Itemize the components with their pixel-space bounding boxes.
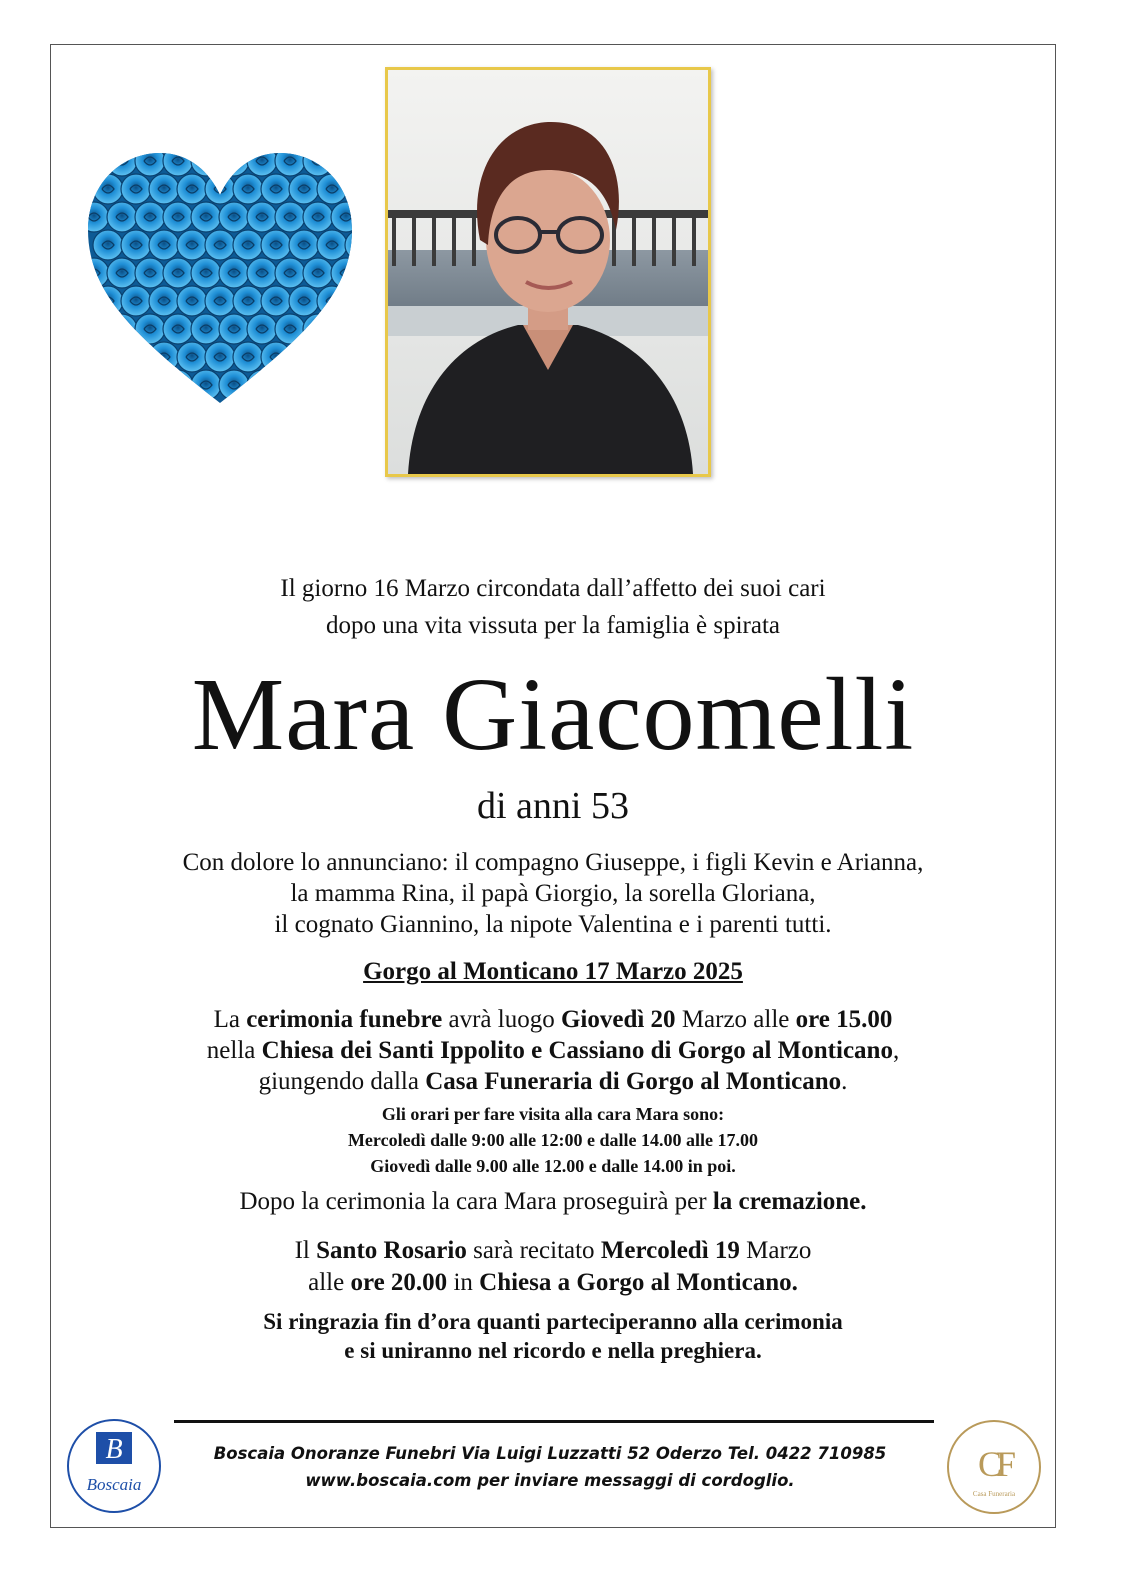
rose-icon [317, 286, 347, 316]
visiting-line: Gli orari per fare visita alla cara Mara sono: [381, 1104, 725, 1124]
rose-icon [219, 370, 249, 400]
rose-icon [247, 370, 277, 400]
rose-petal-swirl [354, 353, 360, 361]
rosary-place: Chiesa a Gorgo al Monticano. [479, 1269, 798, 1296]
rose-icon [191, 146, 221, 176]
rose-icon [205, 286, 235, 316]
rose-icon [191, 370, 221, 400]
place-date-line: Gorgo al Monticano 17 Marzo 2025 [363, 958, 743, 985]
rose-icon [163, 258, 193, 288]
rose-icon [149, 230, 179, 260]
footer-contact [170, 1440, 930, 1494]
rose-icon [93, 230, 123, 260]
thanks-note [50, 1307, 1056, 1365]
boscaia-wordmark: Boscaia [86, 1475, 142, 1494]
rose-icon [93, 286, 123, 316]
footer-website: www.boscaia.com per inviare messaggi di cordoglio. [305, 1471, 795, 1490]
rose-icon [331, 146, 360, 176]
rose-icon [121, 174, 151, 204]
rose-icon [303, 146, 333, 176]
intro-line: dopo una vita vissuta per la famiglia è spirata [325, 612, 781, 639]
deceased-name: Mara Giacomelli [191, 657, 915, 772]
rose-petal-swirl [88, 381, 100, 389]
rose-petal-swirl [116, 381, 128, 389]
rose-icon [275, 314, 305, 344]
rose-icon [303, 370, 333, 400]
rose-petal-swirl [312, 157, 324, 165]
rose-icon [163, 202, 193, 232]
rose-petal-swirl [312, 325, 324, 333]
rose-petal-swirl [88, 157, 100, 165]
rose-icon [205, 174, 235, 204]
rose-petal-swirl [298, 353, 310, 361]
rose-icon [247, 202, 277, 232]
rose-icon [275, 146, 305, 176]
blue-rose-heart-image [80, 145, 360, 410]
rose-icon [121, 342, 151, 372]
rose-icon [191, 202, 221, 232]
cf-monogram: CF [977, 1444, 1011, 1484]
ceremony-church: Chiesa dei Santi Ippolito e Cassiano di Gorgo al Monticano [261, 1037, 893, 1064]
rose-icon [107, 146, 137, 176]
text: . [841, 1068, 848, 1095]
boscaia-logo [66, 1418, 162, 1514]
rose-icon [261, 286, 291, 316]
ceremony-line [50, 1066, 1056, 1097]
rose-icon [331, 258, 360, 288]
pier-post [412, 216, 416, 266]
rose-icon [163, 314, 193, 344]
pier-post [632, 216, 636, 266]
rose-icon [219, 314, 249, 344]
rose-icon [149, 342, 179, 372]
rose-icon [247, 258, 277, 288]
rose-icon [163, 370, 193, 400]
rose-icon [345, 342, 360, 372]
rose-icon [345, 286, 360, 316]
rose-icon [177, 230, 207, 260]
text: giungendo dalla [258, 1068, 426, 1095]
rose-icon [261, 174, 291, 204]
rose-icon [331, 202, 360, 232]
rose-icon [107, 202, 137, 232]
text: Dopo la cerimonia la cara Mara proseguirà per [239, 1188, 713, 1215]
thanks-line: Si ringrazia fin d’ora quanti parteciperanno alla cerimonia [263, 1309, 843, 1334]
announcement-line: la mamma Rina, il papà Giorgio, la sorella Gloriana, [290, 880, 816, 907]
rose-icon [233, 174, 263, 204]
rose-icon [135, 146, 165, 176]
pier-post [672, 216, 676, 266]
ceremony-line [50, 1004, 1056, 1035]
text: Marzo alle [675, 1006, 796, 1033]
text: sarà recitato [466, 1237, 601, 1264]
intro-line: Il giorno 16 Marzo circondata dall’affetto dei suoi cari [280, 575, 826, 602]
rose-icon [317, 342, 347, 372]
rose-petal-swirl [228, 157, 240, 165]
rose-icon [275, 370, 305, 400]
rose-icon [121, 230, 151, 260]
rose-icon [177, 342, 207, 372]
rose-icon [261, 230, 291, 260]
rose-icon [233, 230, 263, 260]
rose-icon [317, 174, 347, 204]
rose-icon [219, 202, 249, 232]
rose-icon [289, 342, 319, 372]
rose-petal-swirl [354, 241, 360, 249]
rose-icon [289, 174, 319, 204]
rosary-line [50, 1267, 1056, 1299]
rose-icon [121, 286, 151, 316]
rose-icon [233, 286, 263, 316]
announcement-line: Con dolore lo annunciano: il compagno Giuseppe, i figli Kevin e Arianna, [182, 849, 924, 876]
rose-icon [80, 146, 109, 176]
rose-petal-swirl [256, 381, 268, 389]
rose-petal-swirl [354, 185, 360, 193]
rose-icon [317, 230, 347, 260]
rose-icon [247, 146, 277, 176]
text: La [213, 1006, 247, 1033]
pier-post [452, 216, 456, 266]
pier-post [652, 216, 656, 266]
rose-petal-swirl [130, 353, 142, 361]
text: Il [294, 1237, 317, 1264]
text: in [447, 1269, 480, 1296]
rose-icon [93, 342, 123, 372]
cremation-note [50, 1186, 1056, 1218]
pier-post [472, 216, 476, 266]
deceased-age: di anni 53 [477, 785, 629, 827]
visiting-hours [50, 1101, 1056, 1179]
rose-icon [163, 146, 193, 176]
rose-icon [191, 314, 221, 344]
rosary-line [50, 1235, 1056, 1267]
rose-icon [191, 258, 221, 288]
rose-icon [219, 258, 249, 288]
rose-icon [331, 314, 360, 344]
rose-petal-swirl [144, 381, 156, 389]
rose-petal-swirl [200, 157, 212, 165]
rose-icon [107, 258, 137, 288]
rosary-day: Mercoledì 19 [600, 1237, 740, 1264]
text: avrà luogo [442, 1006, 561, 1033]
ceremony-label: cerimonia funebre [246, 1006, 443, 1033]
visiting-line: Mercoledì dalle 9:00 alle 12:00 e dalle 14.00 alle 17.00 [347, 1130, 759, 1150]
rose-icon [289, 286, 319, 316]
pier-post [432, 216, 436, 266]
rose-icon [80, 202, 109, 232]
rose-icon [135, 314, 165, 344]
rose-icon [303, 258, 333, 288]
boscaia-monogram: B [105, 1434, 123, 1465]
announcement [50, 847, 1056, 940]
rosary-time: ore 20.00 [350, 1269, 448, 1296]
funeral-home: Casa Funeraria di Gorgo al Monticano [425, 1068, 842, 1095]
rosary-label: Santo Rosario [316, 1237, 467, 1264]
rose-petal-swirl [340, 157, 352, 165]
rose-icon [219, 146, 249, 176]
rose-icon [107, 314, 137, 344]
cf-caption: Casa Funeraria [972, 1490, 1016, 1498]
ceremony-day: Giovedì 20 [560, 1006, 676, 1033]
thanks-line: e si uniranno nel ricordo e nella preghiera. [344, 1338, 762, 1363]
rose-petal-swirl [284, 381, 296, 389]
rose-icon [247, 314, 277, 344]
rose-petal-swirl [340, 325, 352, 333]
text: nella [206, 1037, 262, 1064]
portrait-photo [385, 67, 711, 477]
rose-icon [80, 370, 109, 400]
rose-icon [177, 174, 207, 204]
intro-text [50, 570, 1056, 644]
rose-icon [289, 230, 319, 260]
rose-petal-swirl [102, 353, 114, 361]
portrait-illustration [388, 70, 708, 474]
rose-icon [80, 258, 109, 288]
rose-icon [135, 258, 165, 288]
rose-icon [135, 202, 165, 232]
rose-icon [303, 202, 333, 232]
rose-petal-swirl [326, 353, 338, 361]
text: , [892, 1037, 900, 1064]
ceremony-info [50, 1004, 1056, 1097]
footer-divider [174, 1420, 934, 1423]
rose-petal-swirl [172, 381, 184, 389]
pier-post [392, 216, 396, 266]
rose-petal-swirl [354, 297, 360, 305]
ceremony-line [50, 1035, 1056, 1066]
text: Marzo [739, 1237, 812, 1264]
footer-address: Boscaia Onoranze Funebri Via Luigi Luzzatti 52 Oderzo Tel. 0422 710985 [213, 1444, 887, 1463]
casa-funeraria-logo [945, 1418, 1043, 1516]
rose-icon [233, 342, 263, 372]
rose-petal-swirl [88, 325, 100, 333]
rose-icon [107, 370, 137, 400]
rose-icon [205, 230, 235, 260]
rose-petal-swirl [312, 381, 324, 389]
rose-petal-swirl [340, 381, 352, 389]
ceremony-time: ore 15.00 [795, 1006, 893, 1033]
rose-icon [275, 258, 305, 288]
rose-icon [205, 342, 235, 372]
pier-post [692, 216, 696, 266]
rose-icon [149, 286, 179, 316]
rose-icon [331, 370, 360, 400]
rose-icon [261, 342, 291, 372]
text: alle [308, 1269, 351, 1296]
rose-icon [93, 174, 123, 204]
announcement-line: il cognato Giannino, la nipote Valentina e i parenti tutti. [274, 911, 832, 938]
rose-icon [345, 174, 360, 204]
rose-icon [275, 202, 305, 232]
rose-petal-swirl [116, 157, 128, 165]
rose-icon [80, 314, 109, 344]
rose-icon [149, 174, 179, 204]
rose-icon [177, 286, 207, 316]
cremation-label: la cremazione. [712, 1188, 867, 1215]
rose-icon [135, 370, 165, 400]
rosary-info [50, 1235, 1056, 1299]
rose-icon [303, 314, 333, 344]
rose-petal-swirl [116, 325, 128, 333]
visiting-line: Giovedì dalle 9.00 alle 12.00 e dalle 14.00 in poi. [370, 1156, 736, 1176]
